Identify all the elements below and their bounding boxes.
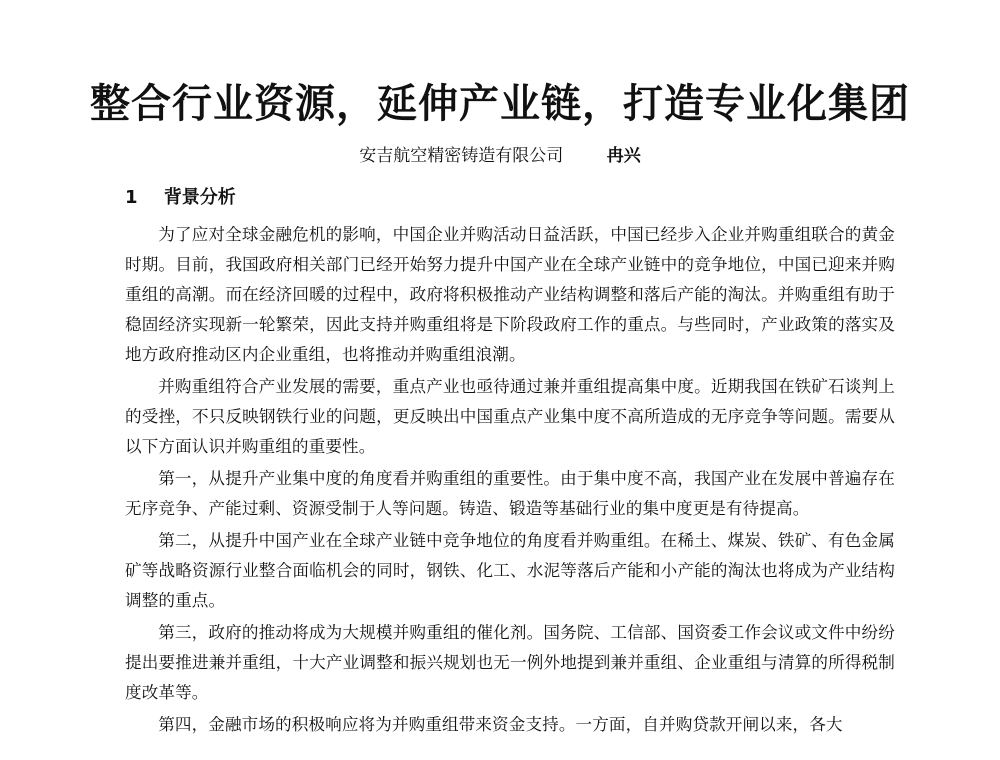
section-heading	[125, 184, 236, 212]
section-title: 背景分析	[163, 187, 236, 208]
author-organization: 安吉航空精密铸造有限公司	[359, 146, 564, 166]
author-name: 冉兴	[606, 146, 641, 166]
paragraph: 并购重组符合产业发展的需要，重点产业也亟待通过兼并重组提高集中度。近期我国在铁矿石谈判上的受挫，不只反映钢铁行业的问题，更反映出中国重点产业集中度不高所造成的无序竞争等问题。需要从以下方面认识并购重组的重要性。	[125, 377, 895, 456]
paragraph: 第四，金融市场的积极响应将为并购重组带来资金支持。一方面，自并购贷款开闸以来，各大	[158, 715, 843, 734]
section-number: 1	[125, 187, 138, 208]
byline	[0, 143, 1000, 169]
paragraph: 为了应对全球金融危机的影响，中国企业并购活动日益活跃，中国已经步入企业并购重组联合的黄金时期。目前，我国政府相关部门已经开始努力提升中国产业在全球产业链中的竞争地位，中国已迎来并购重组的高潮。而在经济回暖的过程中，政府将积极推动产业结构调整和落后产能的淘汰。并购重组有助于稳固经济实现新一轮繁荣，因此支持并购重组将是下阶段政府工作的重点。与些同时，产业政策的落实及地方政府推动区内企业重组，也将推动并购重组浪潮。	[125, 225, 895, 364]
paragraph: 第一，从提升产业集中度的角度看并购重组的重要性。由于集中度不高，我国产业在发展中普遍存在无序竞争、产能过剩、资源受制于人等问题。铸造、锻造等基础行业的集中度更是有待提高。	[125, 469, 895, 518]
paragraph: 第二，从提升中国产业在全球产业链中竞争地位的角度看并购重组。在稀土、煤炭、铁矿、有色金属矿等战略资源行业整合面临机会的同时，钢铁、化工、水泥等落后产能和小产能的淘汰也将成为产业结构调整的重点。	[125, 531, 895, 610]
paragraph: 第三，政府的推动将成为大规模并购重组的催化剂。国务院、工信部、国资委工作会议或文件中纷纷提出要推进兼并重组，十大产业调整和振兴规划也无一例外地提到兼并重组、企业重组与清算的所得税制度改革等。	[125, 623, 895, 702]
body-text	[125, 220, 895, 742]
document-title: 整合行业资源，延伸产业链，打造专业化集团	[90, 81, 910, 127]
